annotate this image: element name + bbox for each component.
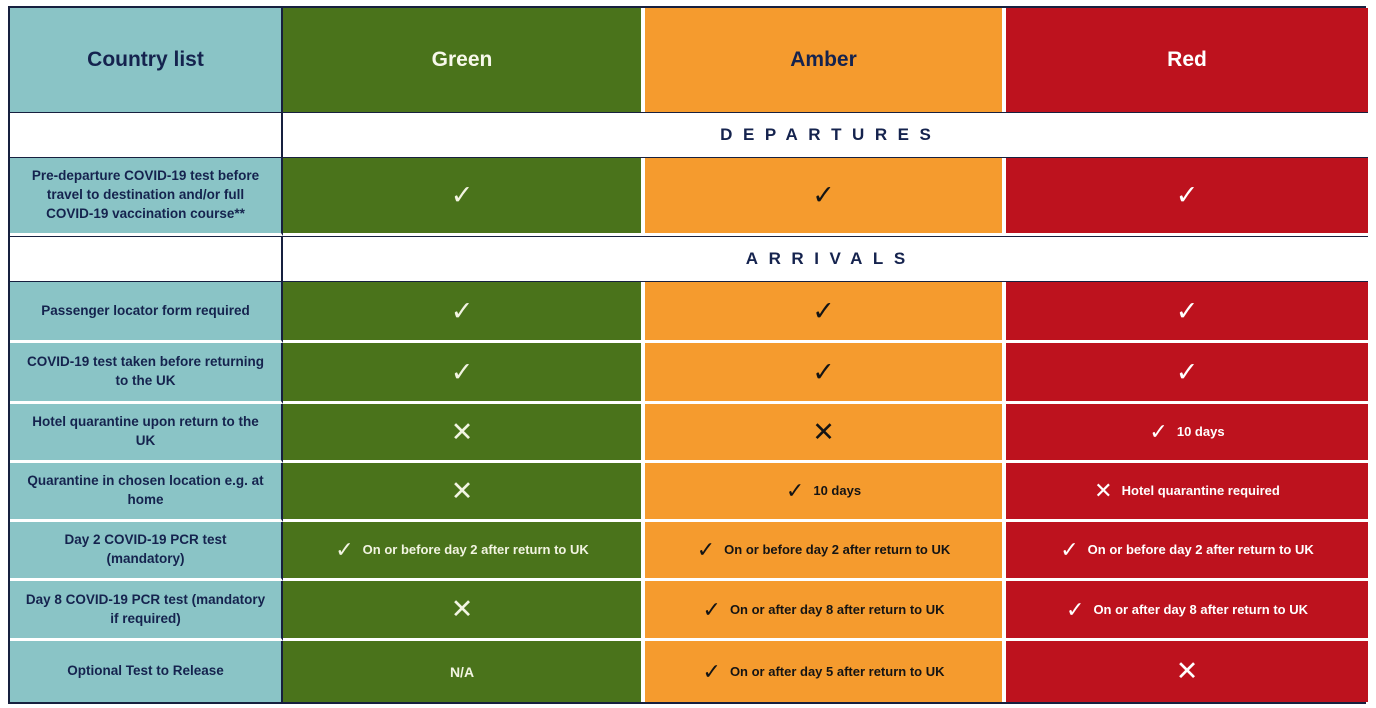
check-icon: ✓ bbox=[335, 537, 354, 562]
check-icon: ✓ bbox=[812, 295, 835, 326]
check-icon: ✓ bbox=[1175, 180, 1199, 210]
check-icon: ✓ bbox=[450, 356, 474, 387]
cell-green bbox=[283, 343, 645, 404]
check-icon: ✓ bbox=[702, 658, 721, 684]
cell-green bbox=[283, 522, 645, 581]
cell-red bbox=[1006, 343, 1368, 404]
cross-icon: ✕ bbox=[812, 416, 835, 447]
header-red: Red bbox=[1006, 8, 1368, 112]
cell-green bbox=[283, 463, 645, 522]
cell-amber bbox=[645, 158, 1006, 236]
cell-green bbox=[283, 158, 645, 236]
check-icon: ✓ bbox=[785, 478, 805, 503]
cell-note: 10 days bbox=[813, 483, 862, 499]
cell-red bbox=[1006, 641, 1368, 702]
cell-amber bbox=[645, 522, 1006, 581]
cell-amber bbox=[645, 404, 1006, 463]
cell-note: 10 days bbox=[1176, 424, 1225, 440]
country-list-table bbox=[8, 6, 1366, 704]
cell-amber bbox=[645, 463, 1006, 522]
cell-note: On or after day 5 after return to UK bbox=[729, 663, 945, 679]
check-icon: ✓ bbox=[812, 180, 835, 210]
header-green: Green bbox=[283, 8, 645, 112]
check-icon: ✓ bbox=[450, 295, 474, 326]
cell-amber bbox=[645, 581, 1006, 641]
section-arrivals-title: ARRIVALS bbox=[283, 236, 1368, 282]
cell-red bbox=[1006, 463, 1368, 522]
cell-note: On or before day 2 after return to UK bbox=[362, 542, 589, 558]
cross-icon: ✕ bbox=[450, 475, 474, 506]
row-label-optional-test-to-release: Optional Test to Release bbox=[10, 641, 283, 702]
cross-icon: ✕ bbox=[1094, 478, 1113, 503]
section-departures-title: DEPARTURES bbox=[283, 112, 1368, 158]
cell-note: On or after day 8 after return to UK bbox=[1093, 601, 1308, 617]
header-amber: Amber bbox=[645, 8, 1006, 112]
row-label-day8-pcr-test: Day 8 COVID-19 PCR test (mandatory if required) bbox=[10, 581, 283, 641]
row-label-quarantine-chosen-location: Quarantine in chosen location e.g. at home bbox=[10, 463, 283, 522]
check-icon: ✓ bbox=[696, 537, 716, 562]
cell-note: Hotel quarantine required bbox=[1121, 483, 1280, 499]
check-icon: ✓ bbox=[812, 356, 835, 387]
check-icon: ✓ bbox=[1175, 356, 1199, 387]
check-icon: ✓ bbox=[1066, 596, 1085, 622]
cell-note: N/A bbox=[449, 663, 475, 680]
cell-red bbox=[1006, 404, 1368, 463]
check-icon: ✓ bbox=[450, 180, 474, 210]
cross-icon: ✕ bbox=[450, 594, 474, 624]
cell-note: On or before day 2 after return to UK bbox=[1087, 542, 1314, 558]
cell-note: On or before day 2 after return to UK bbox=[724, 542, 951, 558]
cell-amber bbox=[645, 343, 1006, 404]
cell-red bbox=[1006, 522, 1368, 581]
check-icon: ✓ bbox=[1175, 295, 1199, 326]
row-label-hotel-quarantine: Hotel quarantine upon return to the UK bbox=[10, 404, 283, 463]
check-icon: ✓ bbox=[702, 596, 721, 622]
check-icon: ✓ bbox=[1149, 419, 1168, 444]
header-country-list: Country list bbox=[10, 8, 283, 112]
row-label-pre-departure-test: Pre-departure COVID-19 test before travel to destination and/or full COVID-19 vaccination course** bbox=[10, 158, 283, 236]
row-label-passenger-locator-form: Passenger locator form required bbox=[10, 282, 283, 343]
section-arrivals-spacer bbox=[10, 236, 283, 282]
cell-red bbox=[1006, 282, 1368, 343]
cell-green bbox=[283, 404, 645, 463]
section-departures-spacer bbox=[10, 112, 283, 158]
check-icon: ✓ bbox=[1060, 537, 1079, 562]
row-label-day2-pcr-test: Day 2 COVID-19 PCR test (mandatory) bbox=[10, 522, 283, 581]
row-label-test-before-return: COVID-19 test taken before returning to the UK bbox=[10, 343, 283, 404]
cross-icon: ✕ bbox=[1175, 656, 1199, 686]
cell-red bbox=[1006, 581, 1368, 641]
cell-amber bbox=[645, 641, 1006, 702]
cross-icon: ✕ bbox=[450, 416, 474, 447]
cell-note: On or after day 8 after return to UK bbox=[729, 601, 945, 617]
cell-green bbox=[283, 581, 645, 641]
cell-green bbox=[283, 282, 645, 343]
cell-amber bbox=[645, 282, 1006, 343]
cell-red bbox=[1006, 158, 1368, 236]
cell-green bbox=[283, 641, 645, 702]
